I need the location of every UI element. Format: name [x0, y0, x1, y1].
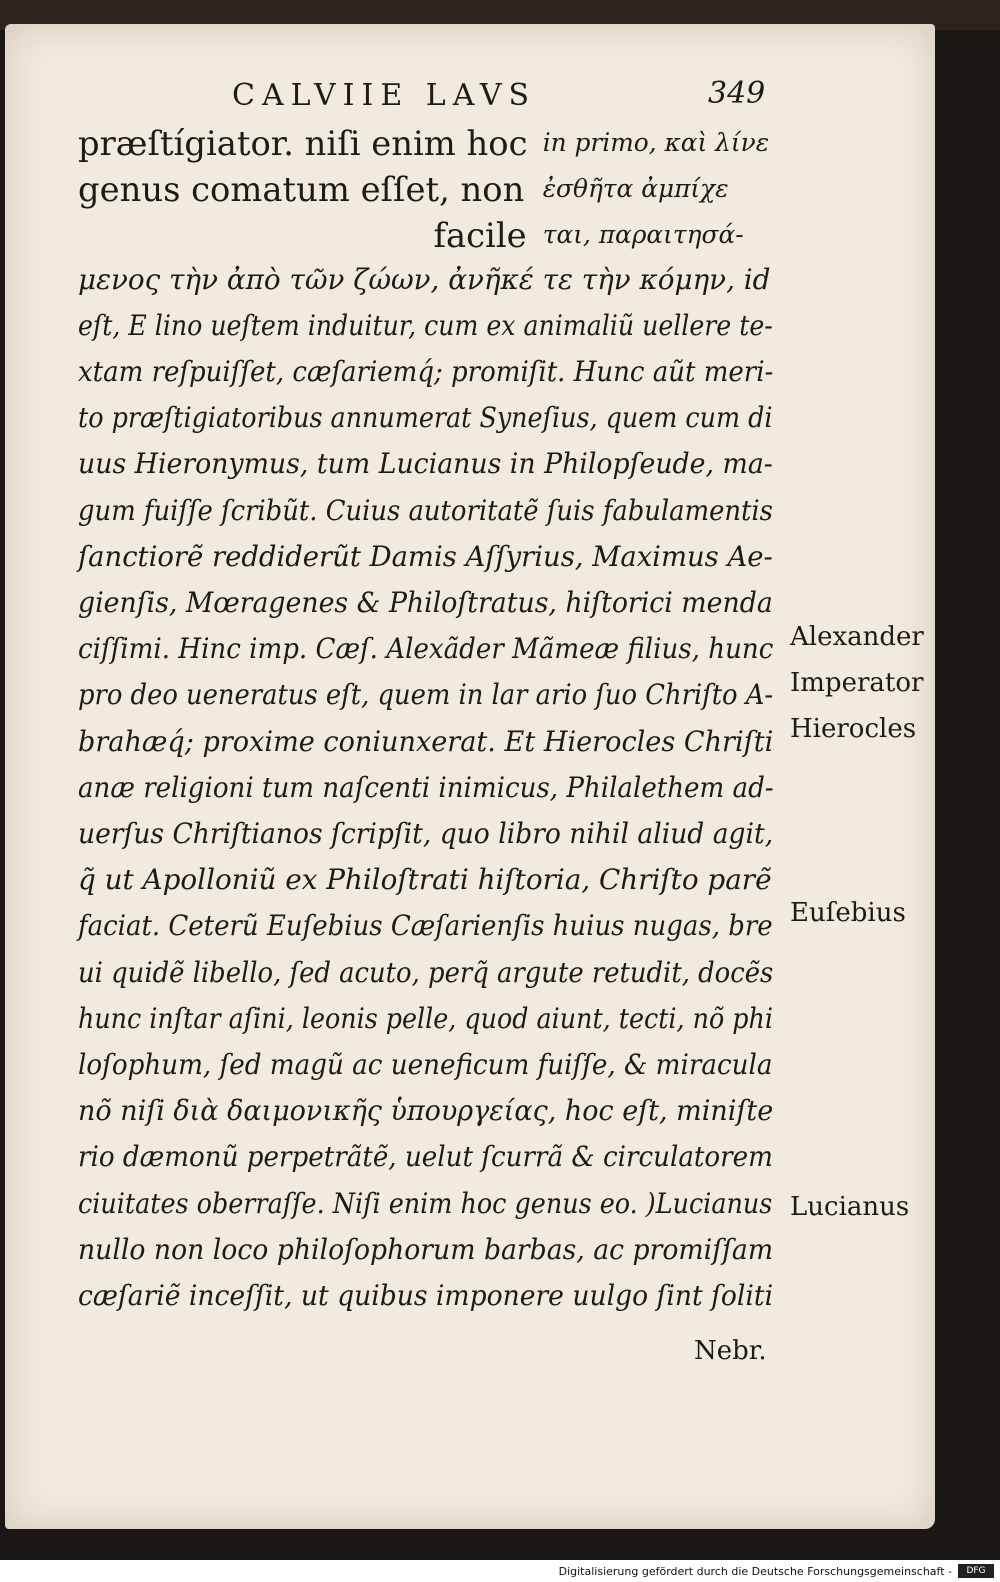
line-text: gum fuiſſe ſcribũt. Cuius autoritatẽ ſuis fabulamentis	[78, 493, 773, 527]
line-text: uus Hieronymus, tum Lucianus in Philopſeude, ma-	[78, 447, 773, 481]
text-line	[78, 586, 773, 619]
footer-credit: Digitalisierung gefördert durch die Deutsche Forschungsgemeinschaft -	[558, 1565, 952, 1578]
line-text: eſt, E lino ueſtem induitur, cum ex animaliũ uellere te-	[78, 308, 773, 342]
line-text: μενος τὴν ἀπὸ τῶν ζώων, ἀνῆκέ τε τὴν κόμην, id	[78, 262, 771, 296]
text-line	[78, 447, 773, 481]
margin-note-alexander: Alexander	[790, 622, 924, 652]
line-text: cæſariẽ inceſſit, ut quibus imponere uulgo ſint ſoliti	[78, 1279, 774, 1312]
line-text: anæ religioni tum naſcenti inimicus, Philalethem ad-	[78, 770, 774, 804]
text-line	[78, 1001, 774, 1035]
digitization-footer	[0, 1560, 1000, 1582]
line-text: to præſtigiatoribus annumerat Syneſius, quem cum di	[78, 401, 773, 435]
text-line	[78, 308, 773, 342]
text-line	[78, 909, 773, 943]
line-side-text: ται, παραιτησά-	[542, 220, 744, 250]
text-line	[78, 1094, 774, 1128]
page-number: 349	[708, 76, 766, 111]
margin-note-lucianus: Lucianus	[790, 1192, 910, 1222]
line-text: gienſis, Mœragenes & Philoſtratus, hiſtorici menda	[78, 586, 773, 619]
text-line	[78, 1232, 774, 1266]
line-side-text: in primo, καὶ λίνε	[542, 128, 770, 157]
line-main-text: præſtígiator. niſi enim hoc	[78, 124, 528, 164]
line-text: uerſus Chriſtianos ſcripſit, quo libro nihil aliud agit,	[78, 817, 774, 850]
text-line	[78, 170, 773, 210]
text-line	[78, 401, 773, 435]
text-line	[78, 724, 774, 758]
margin-note-imperator: Imperator	[790, 668, 924, 698]
text-line	[78, 124, 773, 164]
margin-note-eusebius: Euſebius	[790, 898, 906, 928]
line-main-text: facile	[433, 216, 527, 257]
text-line	[78, 1279, 774, 1312]
line-text: ſanctiorẽ reddiderũt Damis Aſſyrius, Maximus Ae-	[78, 539, 773, 573]
line-text: ciſſimi. Hinc imp. Cæſ. Alexãder Mãmeæ filius, hunc	[78, 632, 774, 666]
line-text: brahæq́; proxime coniunxerat. Et Hierocles Chriſti	[78, 724, 774, 758]
text-line	[78, 1048, 773, 1081]
text-line	[78, 1140, 773, 1174]
text-line	[78, 539, 773, 573]
line-text: q̃ ut Apolloniũ ex Philoſtrati hiſtoria, Chriſto parẽ	[78, 863, 772, 897]
line-text: rio dæmonũ perpetrãtẽ, uelut ſcurrã & circulatorem	[78, 1140, 773, 1174]
dfg-logo: DFG	[958, 1564, 994, 1578]
text-line	[78, 263, 773, 296]
text-line	[78, 955, 774, 989]
line-side-text: ἐσθῆτα ἀμπίχε	[542, 174, 729, 204]
text-line	[78, 1186, 773, 1220]
margin-note-hierocles: Hierocles	[790, 714, 917, 744]
line-text: hunc inſtar aſini, leonis pelle, quod aiunt, tecti, nõ phi	[78, 1001, 774, 1035]
running-head: CALVIIE LAVS	[232, 78, 537, 113]
line-text: faciat. Ceterũ Euſebius Cæſarienſis huius nugas, bre	[78, 909, 773, 943]
line-text: loſophum, ſed magũ ac ueneficum fuiſſe, & miracula	[78, 1048, 773, 1081]
catchword: Nebr.	[694, 1336, 767, 1366]
text-line	[78, 863, 773, 896]
line-text: nullo non loco philoſophorum barbas, ac promiſſam	[78, 1232, 774, 1266]
text-line	[78, 632, 774, 666]
line-text: ciuitates oberraſſe. Niſi enim hoc genus eo. )Lucianus	[78, 1186, 773, 1220]
text-line	[78, 678, 774, 712]
text-line	[78, 493, 773, 527]
line-text: nõ niſi διὰ δαιμονικῆς ὑπουργείας, hoc eſt, miniſte	[78, 1094, 774, 1128]
line-text: pro deo ueneratus eſt, quem in lar ario ſuo Chriſto A-	[78, 678, 774, 712]
line-text: ui quidẽ libello, ſed acuto, perq̃ argute retudit, docẽs	[78, 955, 774, 989]
text-line	[78, 817, 774, 850]
text-line	[78, 355, 774, 388]
line-text: xtam reſpuiſſet, cæſariemq́; promiſit. Hunc aũt meri-	[78, 355, 774, 388]
line-main-text: genus comatum eſſet, non	[78, 170, 525, 211]
text-line	[78, 770, 774, 804]
